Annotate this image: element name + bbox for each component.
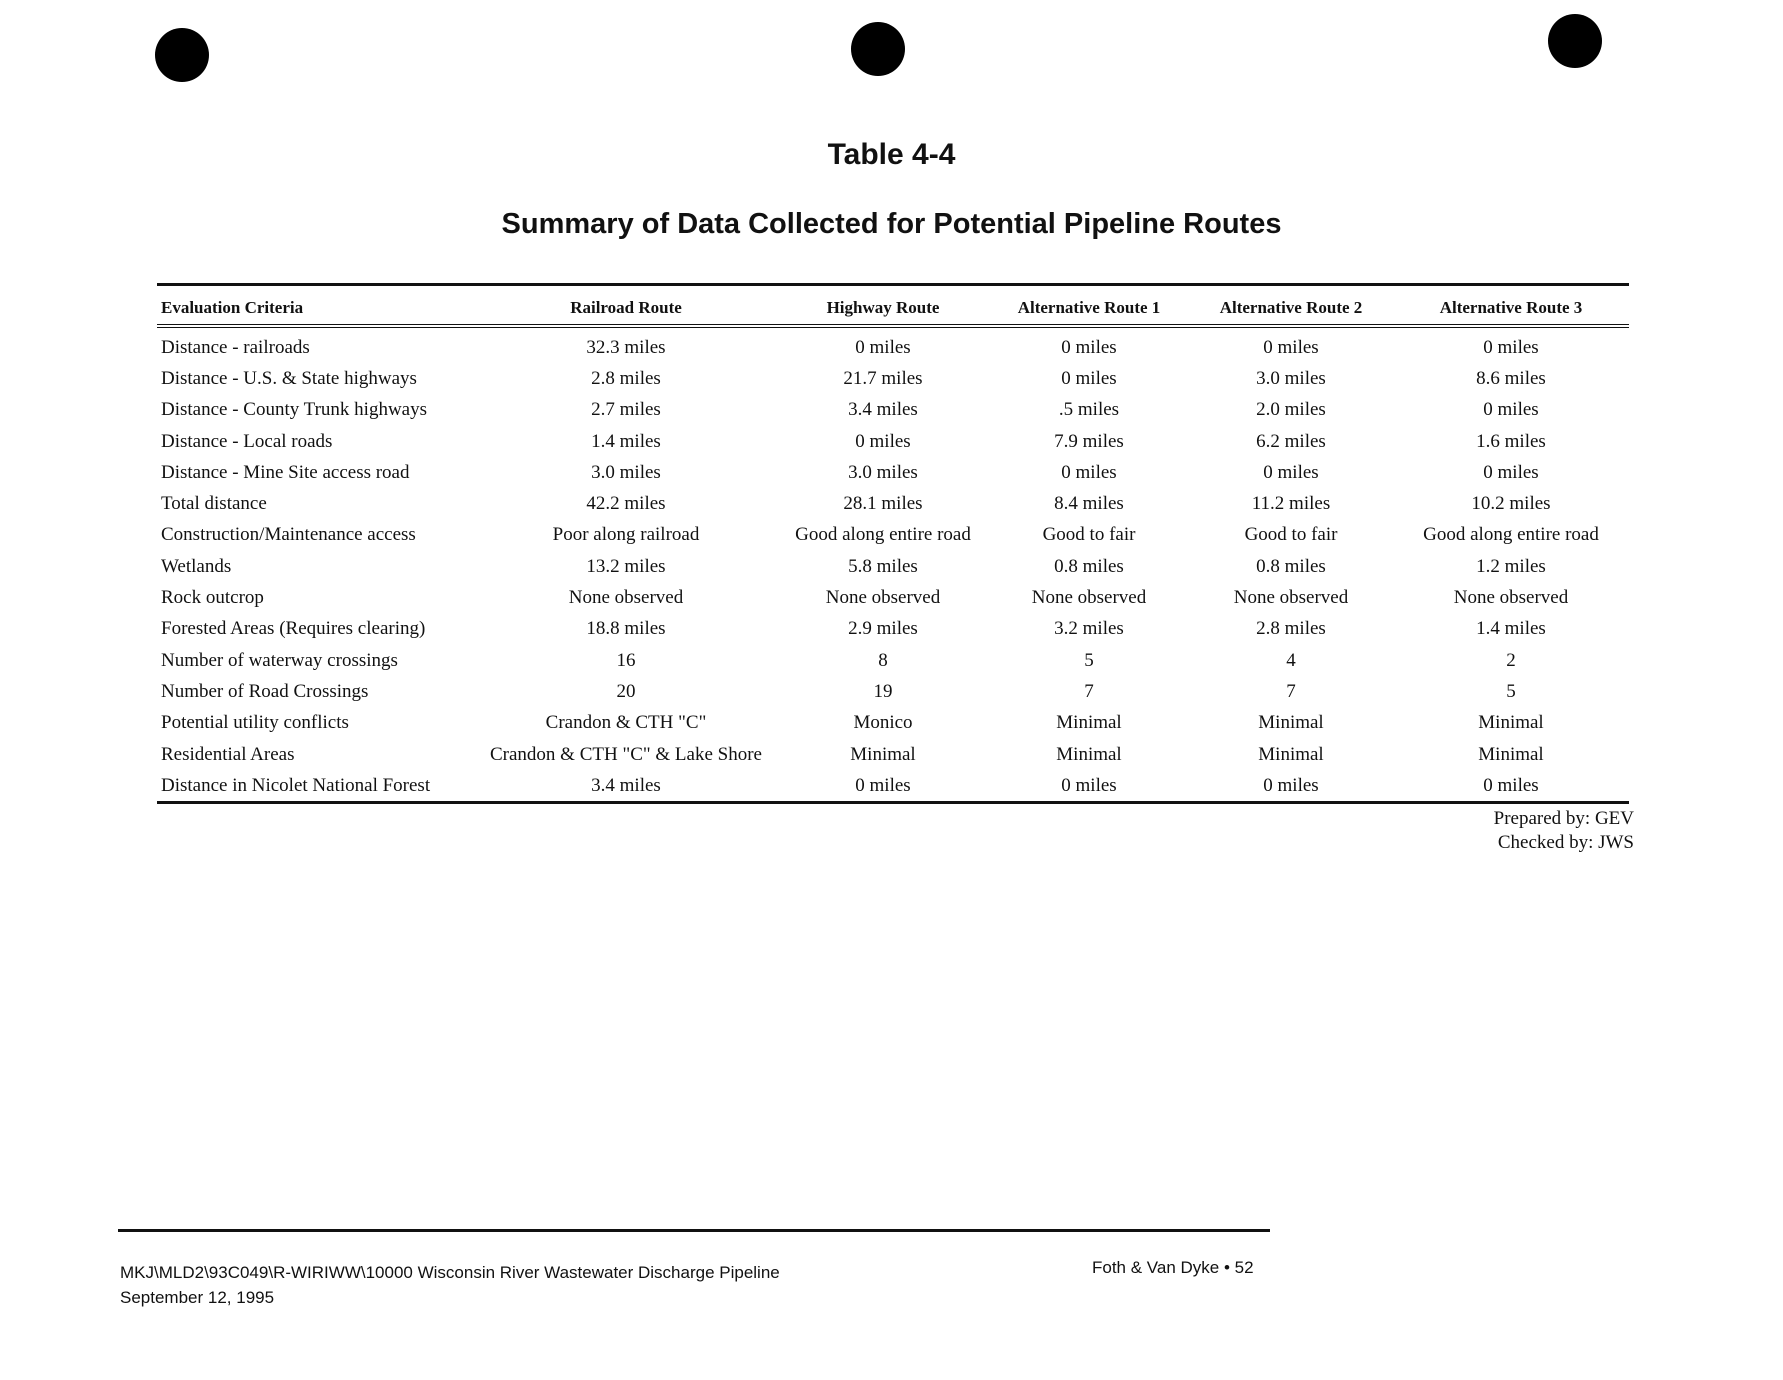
criteria-cell: Distance - County Trunk highways (161, 399, 427, 421)
criteria-cell: Total distance (161, 493, 267, 515)
criteria-cell: Rock outcrop (161, 587, 264, 609)
value-cell: 2.0 miles (1256, 399, 1326, 421)
table-row (157, 614, 1629, 645)
value-cell: None observed (568, 587, 684, 609)
value-cell: Good to fair (1244, 524, 1338, 546)
value-cell: 0 miles (1061, 367, 1117, 389)
value-cell: Minimal (1056, 712, 1122, 734)
value-cell: 7.9 miles (1054, 430, 1124, 452)
value-cell: Crandon & CTH "C" & Lake Shore (490, 743, 762, 765)
value-cell: Minimal (1478, 712, 1544, 734)
criteria-cell: Number of waterway crossings (161, 649, 398, 671)
value-cell: Minimal (1478, 743, 1544, 765)
value-cell: 11.2 miles (1251, 493, 1331, 515)
footer-file-path: MKJ\MLD2\93C049\R-WIRIWW\10000 Wisconsin River Wastewater Discharge Pipeline (120, 1263, 780, 1282)
criteria-cell: Construction/Maintenance access (161, 524, 416, 546)
value-cell: 0.8 miles (1256, 555, 1326, 577)
header-highway-route: Highway Route (777, 286, 989, 326)
table-row (157, 395, 1629, 426)
value-cell: 1.4 miles (591, 430, 661, 452)
criteria-cell: Residential Areas (161, 743, 295, 765)
table-row (157, 676, 1629, 707)
value-cell: 0 miles (1483, 336, 1539, 358)
punch-hole-center (851, 22, 905, 76)
value-cell: 8.4 miles (1054, 493, 1124, 515)
value-cell: 0 miles (855, 336, 911, 358)
table-number: Table 4-4 (827, 138, 956, 171)
value-cell: 0 miles (1263, 336, 1319, 358)
punch-hole-left (155, 28, 209, 82)
value-cell: 3.0 miles (848, 461, 918, 483)
value-cell: 5.8 miles (848, 555, 918, 577)
prepared-by: Prepared by: GEV (1493, 808, 1634, 829)
table-row (157, 645, 1629, 676)
table-row (157, 708, 1629, 739)
value-cell: Minimal (1056, 743, 1122, 765)
value-cell: 0.8 miles (1054, 555, 1124, 577)
value-cell: 0 miles (855, 774, 911, 796)
value-cell: Monico (853, 712, 913, 734)
value-cell: 21.7 miles (843, 367, 923, 389)
value-cell: 42.2 miles (586, 493, 666, 515)
table-row (157, 488, 1629, 519)
value-cell: 2.9 miles (848, 618, 918, 640)
punch-hole-right (1548, 14, 1602, 68)
footer-rule (118, 1229, 1270, 1232)
value-cell: 18.8 miles (586, 618, 666, 640)
criteria-cell: Distance in Nicolet National Forest (161, 774, 431, 796)
value-cell: 2.7 miles (591, 399, 661, 421)
footer-page-number: Foth & Van Dyke • 52 (1092, 1258, 1254, 1277)
value-cell: 2 (1506, 649, 1516, 671)
value-cell: Poor along railroad (552, 524, 700, 546)
value-cell: 0 miles (1263, 774, 1319, 796)
header-railroad-route: Railroad Route (475, 286, 777, 326)
value-cell: 3.4 miles (591, 774, 661, 796)
value-cell: None observed (1233, 587, 1349, 609)
criteria-cell: Distance - Mine Site access road (161, 461, 410, 483)
header-evaluation-criteria: Evaluation Criteria (157, 286, 475, 326)
header-alternative-route-2: Alternative Route 2 (1189, 286, 1393, 326)
table-row (157, 551, 1629, 582)
value-cell: 1.2 miles (1476, 555, 1546, 577)
value-cell: 5 (1084, 649, 1094, 671)
value-cell: 0 miles (1061, 336, 1117, 358)
criteria-cell: Wetlands (161, 555, 232, 577)
value-cell: 2.8 miles (1256, 618, 1326, 640)
value-cell: None observed (1031, 587, 1147, 609)
table-row (157, 457, 1629, 488)
value-cell: 8 (878, 649, 888, 671)
criteria-cell: Distance - U.S. & State highways (161, 367, 417, 389)
table-row (157, 520, 1629, 551)
value-cell: Minimal (1258, 712, 1324, 734)
table-header-row (157, 286, 1629, 326)
criteria-cell: Distance - railroads (161, 336, 310, 358)
value-cell: 5 (1506, 680, 1516, 702)
value-cell: 8.6 miles (1476, 367, 1546, 389)
value-cell: 3.4 miles (848, 399, 918, 421)
header-alternative-route-3: Alternative Route 3 (1393, 286, 1629, 326)
table-row (157, 426, 1629, 457)
header-alternative-route-1: Alternative Route 1 (989, 286, 1189, 326)
value-cell: 0 miles (1483, 399, 1539, 421)
value-cell: 0 miles (1061, 461, 1117, 483)
value-cell: Good to fair (1042, 524, 1136, 546)
criteria-cell: Potential utility conflicts (161, 712, 349, 734)
value-cell: 0 miles (855, 430, 911, 452)
value-cell: 0 miles (1263, 461, 1319, 483)
table-row (157, 770, 1629, 801)
value-cell: 28.1 miles (843, 493, 923, 515)
value-cell: .5 miles (1058, 399, 1120, 421)
summary-table (157, 283, 1629, 804)
criteria-cell: Forested Areas (Requires clearing) (161, 618, 426, 640)
value-cell: None observed (1453, 587, 1569, 609)
table-body (157, 326, 1629, 801)
value-cell: 6.2 miles (1256, 430, 1326, 452)
value-cell: 13.2 miles (586, 555, 666, 577)
value-cell: 32.3 miles (586, 336, 666, 358)
table-row (157, 739, 1629, 770)
value-cell: 1.6 miles (1476, 430, 1546, 452)
value-cell: 0 miles (1483, 774, 1539, 796)
criteria-cell: Number of Road Crossings (161, 680, 369, 702)
value-cell: 3.2 miles (1054, 618, 1124, 640)
value-cell: 7 (1084, 680, 1094, 702)
value-cell: 3.0 miles (591, 461, 661, 483)
table-row (157, 363, 1629, 394)
value-cell: 16 (616, 649, 636, 671)
value-cell: Minimal (850, 743, 916, 765)
value-cell: Good along entire road (1423, 524, 1599, 546)
footer-date: September 12, 1995 (120, 1288, 275, 1307)
value-cell: 19 (873, 680, 893, 702)
value-cell: 1.4 miles (1476, 618, 1546, 640)
checked-by: Checked by: JWS (1497, 832, 1634, 853)
value-cell: Good along entire road (795, 524, 971, 546)
value-cell: None observed (825, 587, 941, 609)
criteria-cell: Distance - Local roads (161, 430, 333, 452)
table-title: Summary of Data Collected for Potential Pipeline Routes (501, 208, 1282, 240)
value-cell: 4 (1286, 649, 1296, 671)
value-cell: 0 miles (1061, 774, 1117, 796)
value-cell: 2.8 miles (591, 367, 661, 389)
value-cell: Minimal (1258, 743, 1324, 765)
value-cell: Crandon & CTH "C" (545, 712, 707, 734)
value-cell: 3.0 miles (1256, 367, 1326, 389)
table-row (157, 582, 1629, 613)
value-cell: 7 (1286, 680, 1296, 702)
value-cell: 20 (616, 680, 636, 702)
value-cell: 10.2 miles (1471, 493, 1551, 515)
value-cell: 0 miles (1483, 461, 1539, 483)
table-row (157, 326, 1629, 363)
